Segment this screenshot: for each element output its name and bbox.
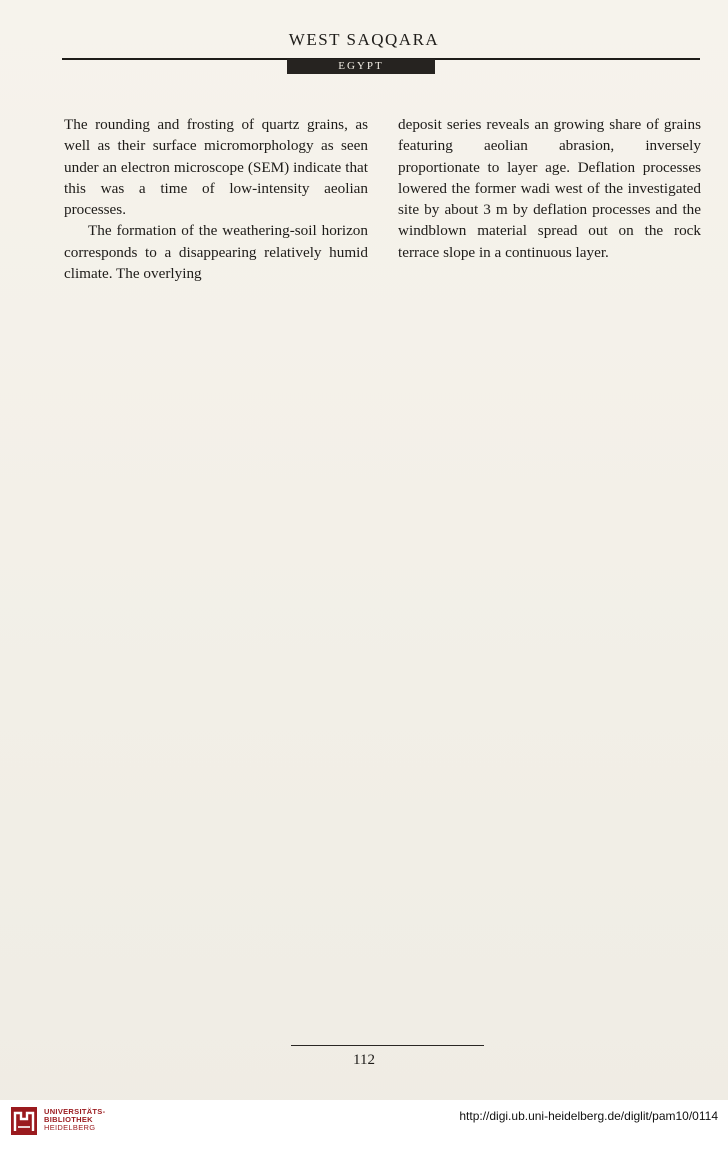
footer-rule	[291, 1045, 484, 1046]
page-number: 112	[353, 1052, 375, 1068]
paragraph: deposit series reveals an growing share of grains featuring aeolian abrasion, inversely proportionate to layer age. Deflation processes lowered the former wadi west of the investigated site by about 3 m by deflation processes and the windblown material spread out on the rock terrace slope in a continuous layer.	[398, 116, 701, 261]
source-url-link[interactable]: http://digi.ub.uni-heidelberg.de/diglit/pam10/0114	[459, 1109, 718, 1123]
running-head-title: WEST SAQQARA	[288, 30, 440, 49]
library-logo-icon	[10, 1106, 38, 1136]
library-name: UNIVERSITÄTS- BIBLIOTHEK HEIDELBERG	[44, 1107, 106, 1132]
paragraph: The formation of the weathering-soil horizon corresponds to a disappearing relatively humid climate. The overlying	[64, 222, 368, 283]
running-head-subtitle: EGYPT	[287, 59, 435, 74]
right-column	[398, 114, 701, 263]
library-bar	[0, 1100, 728, 1152]
paragraph: The rounding and frosting of quartz grains, as well as their surface micromorphology as seen under an electron microscope (SEM) indicate that this was a time of low-intensity aeolian processes.	[64, 116, 368, 219]
left-column	[64, 114, 368, 284]
